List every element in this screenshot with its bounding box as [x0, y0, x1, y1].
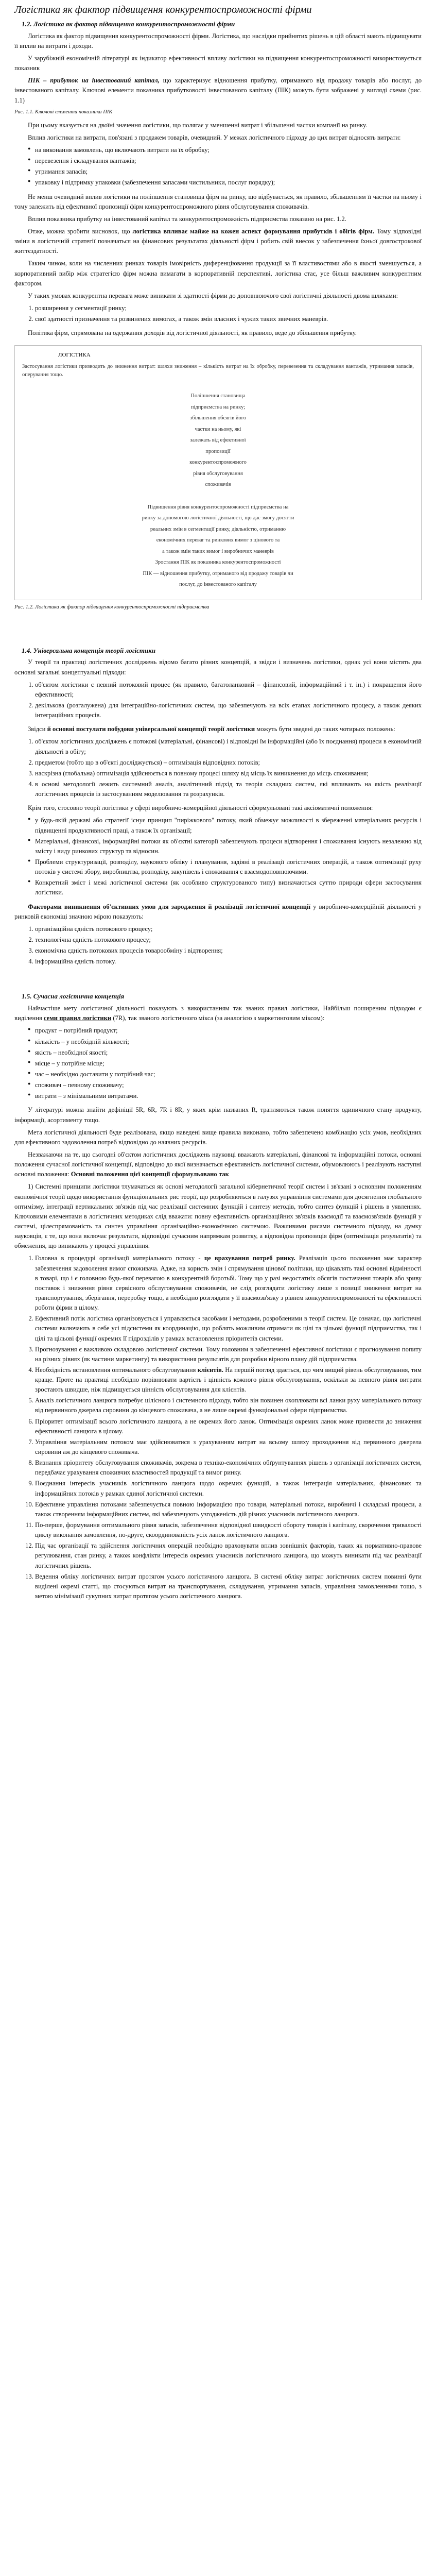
- list-item: 2. предметом (тобто що в об'єкті досліджується) – оптимізація відповідних потоків;: [35, 758, 422, 768]
- paragraph: При цьому вказується на двоїні значення логістики, що полягає у зменшенні витрат і збільшенні частки компанії на ринку.: [28, 121, 368, 129]
- list-item: 7. Управління матеріальним потоком має здійснюватися з урахуванням витрат на всьому шляху проходження від первинного джерела сировини аж до кінцевого споживача.: [35, 1437, 422, 1457]
- figure-text: Застосування логістики призводить до зниження витрат: шляхи зниження – кількість витрат на їх обробку, перевезення та складування вантажів, утримання запасів, оперування тощо.: [22, 364, 414, 378]
- emphasis: й основні постулати побудови універсальної концепції теорії логістики: [47, 725, 255, 733]
- paragraph: Логістика як фактор підвищення конкурентоспроможності фірми. Логістика, що наслідки прийнятих рішень в цій області мають підвищувати її вплив на витрати і доходи.: [14, 32, 422, 49]
- paragraph: Політика фірм, спрямована на одержання доходів від логістичної діяльності, як правило, веде до збільшення прибутку.: [28, 329, 357, 337]
- list-item: ● витрати – з мінімальними витратами.: [28, 1091, 422, 1101]
- list-item: 5. Аналіз логістичного ланцюга потребує цілісного і системного підходу, тобто він повинен охоплювати всі ланки руху матеріального потоку від первинного джерела сировини до кінцевого споживача, а не лише окремі функціональні сфери підприємства.: [35, 1396, 422, 1415]
- emphasis: семи правил логістики: [43, 1014, 112, 1022]
- list-item: 1. об'єктом логістики є певний потоковий процес (як правило, багатоланковий – фінансовий, інформаційний і т. ін.) і покращення його ефективності;: [35, 680, 422, 700]
- paragraph: Вплив показника прибутку на інвестований капітал та конкурентоспроможність підприємства показано на рис. 1.2.: [28, 215, 346, 223]
- numbered-list: [28, 303, 422, 324]
- figure-caption: Рис. 1.2. Логістика як фактор підвищення конкурентоспроможності підприємства: [14, 604, 210, 610]
- section-heading-1-2: 1.2. Логістика як фактор підвищення конкурентоспроможності фірми: [22, 20, 235, 28]
- paragraph: У зарубіжній економічній літературі як індикатор ефективності впливу логістики на підвищення конкурентоспроможності використовується показник: [14, 55, 422, 72]
- bullet-list: [28, 1026, 422, 1101]
- paragraph: Отже, можна зробити висновок, що логістика впливає майже на кожен аспект формування прибутків і обігів фірм. Тому відповідні зміни в логістичній стратегії позначаться на фінансових результатах діяльності фірм і робить свій внесок у забезпечення їхньої довгострокової життєздатності.: [14, 227, 422, 255]
- list-item: ● місце – у потрібне місце;: [28, 1059, 422, 1069]
- numbered-list: [28, 1253, 422, 1601]
- emphasis: Факторами виникнення об'єктивних умов для зародження й реалізації логістичної концепції: [28, 903, 310, 910]
- list-item: 13. Ведення обліку логістичних витрат протягом усього логістичного ланцюга. В системі обліку витрат логістичних систем повинні бути виділені окремі статті, що стосуються витрат на транспортування, складування, утримання запасів, управління замовленнями тощо, з метою мінімізації сукупних витрат протягом усього логістичного ланцюга.: [35, 1572, 422, 1601]
- list-item: 4. Необхідність встановлення оптимального обслуговування клієнтів. На першій погляд здається, що чим вищий рівень обслуговування, тим краще. Проте на практиці необхідно порівнювати вартість і цінність кожного рівня обслуговування, оскільки за певного рівня витрати зростають швидше, ніж підвищується цінність обслуговування для клієнтів.: [35, 1365, 422, 1395]
- list-item: 12. Під час організації та здійснення логістичних операцій необхідно враховувати вплив зовнішніх факторів, таких як нормативно-правове регулювання, стан ринку, а також конфлікти інтересів окремих учасників логістичного ланцюга, що можуть виникати під час реалізації логістичних рішень.: [35, 1541, 422, 1570]
- list-item: ● Проблеми структуризації, розподілу, наукового обліку і планування, задіяні в реалізації логістичних операцій, а також оптимізації руху потоків у системі збору, виробництва, розподілу, закупівель і споживання є взаємодоповнюючими.: [28, 857, 422, 877]
- paragraph: Не менш очевидний вплив логістики на поліпшення становища фірм на ринку, що відбувається, як правило, збільшенням її частки на ньому і тому залежить від ефективної пропозиції фірм конкурентоспроможного рівня обслуговування споживачів.: [14, 193, 422, 210]
- page-title: Логістика як фактор підвищення конкурентоспроможності фірми: [14, 4, 312, 15]
- section-heading-1-5: 1.5. Сучасна логістична концепція: [22, 992, 125, 1001]
- paragraph: [14, 76, 422, 105]
- list-item: ● час – необхідно доставити у потрібний час;: [28, 1070, 422, 1079]
- list-item: 1. об'єктом логістичних досліджень є потокові (матеріальні, фінансові) і відповідні їм інформаційні (або їх поєднання) процеси в економічній діяльності в обігу;: [35, 737, 422, 756]
- paragraph: Факторами виникнення об'єктивних умов для зародження й реалізації логістичної концепції у виробничо-комерційній діяльності у ринковій економіці значною мірою показують:: [14, 903, 422, 920]
- list-item: ● упаковку і підтримку упаковки (забезпечення запасами чистильники, послуг порядку);: [28, 178, 422, 188]
- numbered-list: [28, 680, 422, 721]
- figure-column: Поліпшення становища підприємства на ринку; збільшення обсягів його частки на ньому, які залежать від ефективної пропозиції конкурентоспроможного рівня обслуговування споживачів: [189, 393, 247, 488]
- emphasis: логістика впливає майже на кожен аспект формування прибутків і обігів фірм.: [132, 227, 375, 235]
- list-item: ● якість – необхідної якості;: [28, 1048, 422, 1058]
- list-item: ● Конкретний зміст і межі логістичної системи (як особливо структурованого типу) визначаються суттю природи сфери застосування логістики.: [28, 878, 422, 897]
- paragraph-text: що характеризує відношення прибутку, отриманого від продажу товарів або послуг, до інвестованого капіталу. Ключові елементи показника прибутковості інвестованого капіталу (ПІК) можуть бути зображені у вигляді схеми (рис. 1.1): [14, 77, 422, 104]
- figure-label: ЛОГІСТИКА: [58, 352, 91, 359]
- list-item: 3. наскрізна (глобальна) оптимізація здійснюється в повному процесі шляху від місць їх виникнення до місць споживання;: [35, 769, 422, 778]
- figure-note: Підвищення рівня конкурентоспроможності підприємства на ринку за допомогою логістичної діяльності, що дає змогу досягти реальних змін в сегментації ринку, діяльністю, отриманню економічних переваг та ринкових вимог з цінового та а також змін таких вимог і виробничих маневрів Зростання ПІК як показника конкурентоспроможності ПІК — відношення прибутку, отриманого від продажу товарів чи послуг, до інвестованого капіталу: [142, 504, 294, 588]
- list-item: 3. економічна єдність потокових процесів товарообміну і відтворення;: [35, 946, 422, 956]
- list-item: 3. Прогнозування є важливою складовою логістичної системи. Тому головним в забезпеченні ефективної логістики є прогнозування попиту на різних рівнях (як частини маркетингу) та використання результатів для розробки вірного плану дій підприємства.: [35, 1345, 422, 1364]
- numbered-list: [28, 924, 422, 967]
- list-item: 4. в основі методології лежить системний аналіз, аналітичний підхід та теорія складних систем, які впливають на якість реалізації логістичних процесів із застосуванням моделювання та розрахунків.: [35, 779, 422, 799]
- paragraph: 1) Системні принципи логістики тлумачаться як основі методології загальної кібернетичної теорії систем і зв'язані з основним положенням економічної теорії щодо використання функціональних рис теорії, що розробляються в галузях управління системами для досягнення глобального оптимізму, інтеграції вертикальних зв'язків під час реалізації системних функцій і синтезу методів, тобто синтез функцій і рішень в уявленнях. Ключовими елементами в логістичних методиках слід вважати: повну ефективність організаційних зв'язків взаємодії та взаємозв'язків функцій у системі, цілеспрямованість та синтез управління організаційно-економічною системою. Важливими рисами системного підходу, на думку науковців, є те, що вона включає результати, відповідні сучасним напрямкам розвитку, а відповідна пропозиція фірм (оптимізація результатів) та обмеження, що виникають у процесі управління.: [14, 1183, 422, 1250]
- list-item: 1. організаційна єдність потокового процесу;: [35, 924, 422, 934]
- list-item: 2. декількова (розгалужена) для інтеграційно-логістичних систем, що забезпечують на всіх етапах логістичного процесу, а також деяких інтеграційних процесів.: [35, 701, 422, 720]
- paragraph: У теорії та практиці логістичних досліджень відомо багато різних концепцій, а звідси і визначень логістики, однак усі вони містять два основні загальні концептуальні підходи:: [14, 658, 422, 676]
- list-item: ● Матеріальні, фінансові, інформаційні потоки як об'єктні категорії забезпечують процеси відтворення і споживання існують незалежно від змісту і виду ринкових структур та відносин.: [28, 837, 422, 856]
- list-item: ● продукт – потрібний продукт;: [28, 1026, 422, 1036]
- list-item: 9. Поєднання інтересів учасників логістичного ланцюга щодо окремих функцій, а також інтеграція матеріальних, фінансових та інформаційних потоків у рамках єдиної логістичної системи.: [35, 1479, 422, 1498]
- figure-caption: Рис. 1.1. Ключові елементи показника ПІК: [14, 109, 113, 115]
- paragraph: У літературі можна знайти дефініції 5R, 6R, 7R і 8R, у яких крім названих R, трапляються також поняття одиничного стану продукту, інформації, асортименту тощо.: [14, 1106, 422, 1124]
- list-item: 1. розширення у сегментації ринку;: [35, 303, 422, 313]
- paragraph: Звідси й основні постулати побудови універсальної концепції теорії логістики можуть бути зведені до таких чотирьох положень:: [28, 725, 395, 733]
- paragraph: Мета логістичної діяльності буде реалізована, якщо наведені вище правила виконано, тобто забезпечено комбінацію усіх умов, необхідних для ефективного задоволення потреб відповідно до наявних ресурсів.: [14, 1128, 422, 1146]
- list-item: ● у будь-якій державі або стратегії існує принцип "пиріжкового" потоку, який обмежує можливості в збереженні матеріальних ресурсів і підвищенні продуктивності праці, а також їх організації;: [28, 816, 422, 835]
- figure-1-2: [14, 345, 422, 600]
- list-item: 6. Пріоритет оптимізації всього логістичного ланцюга, а не окремих його ланок. Оптимізація окремих ланок може призвести до зниження ефективності ланцюга в цілому.: [35, 1417, 422, 1436]
- paragraph: Найчастіше мету логістичної діяльності показують з використанням так званих правил логістики, Найбільш поширеним підходом є виділення семи правил логістики (7R), так званого логістичного мікса (за аналогією з маркетинговим міксом):: [14, 1005, 422, 1022]
- list-item: 1. Головна в процедурі організації матеріального потоку - це врахування потреб ринку. Реалізація цього положення має характер забезпечення задоволення вимог споживача. Адже, на користь змін і спрямування цінової політики, що цікавлять такі основні відмінності в товарі, що і є головною будь-якої перевагою в конкурентній боротьбі. Тому що у разі недостатніх обсягів постачання товарів або зриву поставок і зниження рівня сервісного обслуговування споживачів, не слід розглядати логістику лише з позиції зниження витрат на транспортування, зберігання, переробку тощо, а необхідно розглядати у її взаємозв'язку з рівнем конкурентоспроможності та ефективності роботи фірми в цілому.: [35, 1253, 422, 1313]
- list-item: 2. технологічна єдність потокового процесу;: [35, 935, 422, 945]
- paragraph: У таких умовах конкурентна перевага може виникати зі здатності фірми до доповнюючого свої логістичні діяльності двома шляхами:: [28, 292, 398, 299]
- paragraph: Вплив логістики на витрати, пов'язані з продажем товарів, очевидний. У межах логістичного підходу до цих витрат відносять витрати:: [28, 133, 401, 141]
- list-item: 8. Визнання пріоритету обслуговування споживачів, зокрема в техніко-економічних обґрунтуваннях рішень з організації логістичних систем, передбачає урахування споживчих властивостей продукції та вимог ринку.: [35, 1458, 422, 1478]
- bullet-list: [28, 145, 422, 188]
- section-heading-1-4: 1.4. Універсальна концепція теорії логістики: [22, 646, 156, 654]
- term-pik: ПІК – прибуток на інвестований капітал,: [28, 77, 160, 84]
- list-item: ● на виконання замовлень, що включають витрати на їх обробку;: [28, 145, 422, 155]
- paragraph: Крім того, стосовно теорії логістики у сфері виробничо-комерційної діяльності сформульовані такі аксіоматичні положення:: [28, 804, 373, 812]
- list-item: ● споживач – певному споживачу;: [28, 1080, 422, 1090]
- emphasis: Основні положення цієї концепції сформульовано так: [69, 1171, 229, 1178]
- paragraph: Незважаючи на те, що сьогодні об'єктом логістичних досліджень науковці вважають матеріальні, фінансові та інформаційні потоки, основні положення сучасної логістичної концепції, відповідно до якої визначається ефективність логістичної системи, обумовлюють і реалізують наступні основні положення: Основні положення цієї концепції сформульовано так: [14, 1150, 422, 1178]
- list-item: ● перевезення і складування вантажів;: [28, 156, 422, 166]
- paragraph: Таким чином, коли на численних ринках товарів імовірність диференціювання продукції за її властивостями або в якості зменшується, а корпоративний вибір між стратегією фірм можна вимагати в корпоративній перспективі, логістика стає, усе більш важливим конкурентним фактором.: [14, 260, 422, 287]
- list-item: 2. свої здатності призначення та розвинених вимогах, а також змін власних і чужих таких звичних маневрів.: [35, 314, 422, 324]
- list-item: 4. інформаційна єдність потоку.: [35, 957, 422, 967]
- bullet-list: [28, 816, 422, 897]
- list-item: 2. Ефективний потік логістика організовується і управляється засобами і методами, розробленими в теорії систем. Це означає, що логістичні системи включають в себе усі підсистеми як координацію, що роблять можливим отримати як цілі та цільові функції підприємства, так і цілі та цільові функції окремих її підрозділів у рамках встановлення пріоритетів системи.: [35, 1314, 422, 1343]
- list-item: 10. Ефективне управління потоками забезпечується повною інформацією про товари, матеріальні потоки, виробничі і складські процеси, а також створенням інформаційних систем, які забезпечують узгодженість дій різних учасників логістичного ланцюга.: [35, 1500, 422, 1519]
- list-item: 11. По-перше, формування оптимального рівня запасів, забезпечення відповідної швидкості обороту товарів і капіталу, скорочення тривалості циклу виконання замовлення, по-друге, скоординованість усіх ланок логістичного ланцюга.: [35, 1520, 422, 1540]
- numbered-list: [28, 737, 422, 799]
- list-item: ● утримання запасів;: [28, 167, 422, 177]
- list-item: ● кількість – у необхідній кількості;: [28, 1037, 422, 1047]
